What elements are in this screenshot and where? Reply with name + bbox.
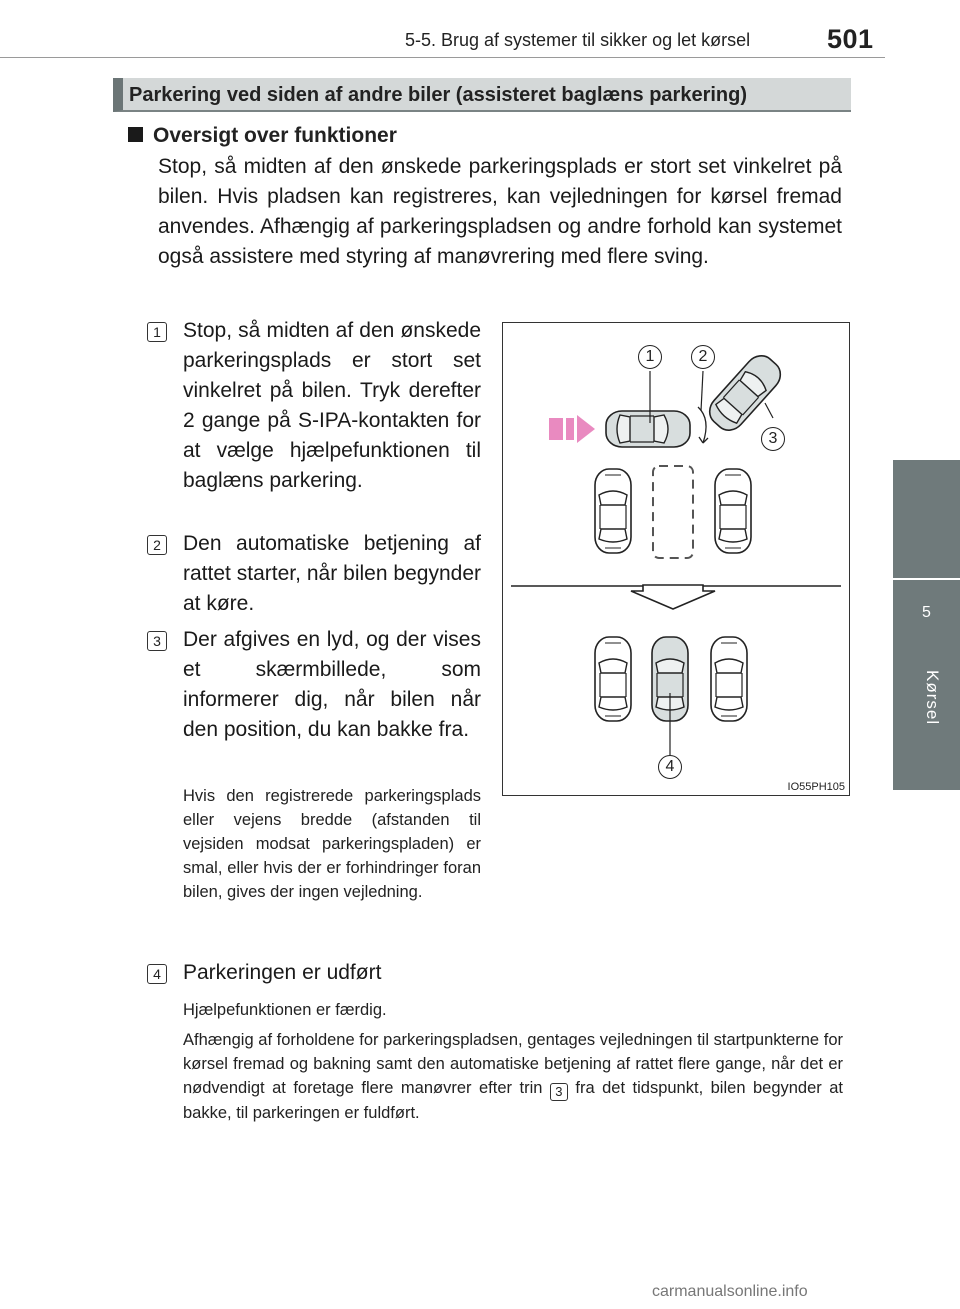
figure-code: IO55PH105 <box>787 781 845 793</box>
callout-3: 3 <box>761 427 785 451</box>
callout-2: 2 <box>691 345 715 369</box>
chapter-tab-divider <box>893 578 960 580</box>
step-3-text: Der afgives en lyd, og der vises et skærmbillede, som informerer dig, når bilen når den position, du kan bakke fra. <box>183 628 481 741</box>
step-4-text: Parkeringen er udført <box>183 961 382 984</box>
square-bullet-icon <box>128 127 143 142</box>
callout-1: 1 <box>638 345 662 369</box>
subheading-text: Oversigt over funktioner <box>153 124 397 147</box>
step-number-4: 4 <box>147 964 167 984</box>
chapter-tab <box>893 460 960 790</box>
step-3-note: Hvis den registrerede parkeringsplads eller vejens bredde (afstanden til vejsiden modsat parkeringspladen) er smal, eller hvis der er forhindringer foran bilen, gives der ingen vejledning. <box>183 787 481 901</box>
step-4-note-2 <box>183 1028 843 1125</box>
running-header: 5-5. Brug af systemer til sikker og let kørsel <box>405 30 751 50</box>
header-divider <box>0 57 885 58</box>
subheading <box>128 124 397 148</box>
step-4-note-2-before: Afhængig af forholdene for parkeringspladsen, gentages vejledningen til startpunkterne for kørsel fremad og bakning samt den automatiske betjening af rattet flere gange, når det er nødvendigt at foretage flere manøvrer efter trin <box>183 1031 843 1097</box>
watermark: carmanualsonline.info <box>652 1283 808 1300</box>
step-2-text: Den automatiske betjening af rattet starter, når bilen begynder at køre. <box>183 532 481 615</box>
parking-diagram <box>503 323 849 795</box>
intro-paragraph: Stop, så midten af den ønskede parkeringsplads er stort set vinkelret på bilen. Hvis pladsen kan registreres, kan vejledningen for kørsel fremad anvendes. Afhængig af parkeringspladsen og andre forhold kan systemet også assistere med styring af manøvrering med flere sving. <box>158 155 842 268</box>
step-number-1: 1 <box>147 322 167 342</box>
step-4-note-2-after: fra det tidspunkt, bilen begynder at bakke, til parkeringen er fuldført. <box>183 1079 844 1122</box>
step-1-text: Stop, så midten af den ønskede parkeringsplads er stort set vinkelret på bilen. Tryk derefter 2 gange på S-IPA-kontakten for at vælge hjælpefunktionen til baglæns parkering. <box>183 319 481 492</box>
parking-illustration <box>502 322 850 796</box>
step-ref-3: 3 <box>550 1083 568 1101</box>
step-number-3: 3 <box>147 631 167 651</box>
page-number: 501 <box>827 24 874 54</box>
chapter-number: 5 <box>922 604 931 621</box>
step-number-2: 2 <box>147 535 167 555</box>
callout-4: 4 <box>658 755 682 779</box>
section-title: Parkering ved siden af andre biler (assisteret baglæns parkering) <box>113 78 851 112</box>
chapter-label: Kørsel <box>923 670 942 726</box>
step-4-note-1: Hjælpefunktionen er færdig. <box>183 1001 387 1019</box>
